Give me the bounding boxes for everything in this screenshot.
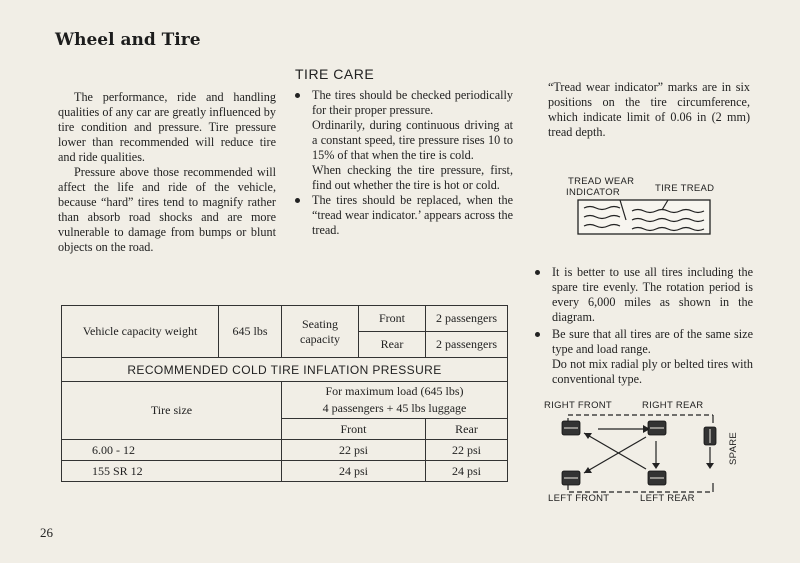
tread-label-1: TREAD WEAR: [568, 176, 635, 187]
tire-size-cell: 155 SR 12: [62, 461, 282, 482]
seating-label: Seating capacity: [282, 306, 359, 358]
tread-label-2: INDICATOR: [566, 187, 621, 198]
left-rear-label: LEFT REAR: [640, 493, 695, 504]
max-load-cell: [282, 382, 508, 419]
bullet-line: The tires should be replaced, when the “tread wear indicator.’ appears across the tread.: [312, 193, 513, 237]
col-front-header: Front: [282, 419, 426, 440]
bullet-line: It is better to use all tires including the spare tire evenly. The rotation period is every 6,000 miles as shown in the diagram.: [552, 265, 753, 324]
right-front-label: RIGHT FRONT: [544, 400, 613, 411]
left-front-label: LEFT FRONT: [548, 493, 610, 504]
rotation-bullet-2: [535, 327, 753, 387]
spare-label: SPARE: [728, 431, 739, 465]
rear-psi-cell: 22 psi: [426, 440, 508, 461]
vcw-value: 645 lbs: [219, 306, 282, 358]
tire-size-cell: 6.00 - 12: [62, 440, 282, 461]
tire-care-bullet-2: [295, 193, 513, 238]
bullet-icon: [295, 93, 300, 98]
table-row: [62, 461, 508, 482]
col-rear-header: Rear: [426, 419, 508, 440]
tire-tread-label: TIRE TREAD: [655, 183, 715, 194]
front-label: Front: [359, 306, 426, 332]
front-psi-cell: 24 psi: [282, 461, 426, 482]
vcw-label: Vehicle capacity weight: [62, 306, 219, 358]
bullet-line: Ordinarily, during continuous driving at a constant speed, tire pressure rises 10 to 15% of that when the tire is cold.: [312, 118, 513, 162]
front-psi-cell: 22 psi: [282, 440, 426, 461]
tire-size-label: Tire size: [62, 382, 282, 440]
front-passengers: 2 passengers: [426, 306, 508, 332]
right-rear-label: RIGHT REAR: [642, 400, 704, 411]
tread-wear-diagram: [560, 170, 740, 240]
tire-spec-table: [61, 305, 508, 482]
rotation-column: [535, 265, 753, 389]
bullet-line: Be sure that all tires are of the same size type and load range.: [552, 327, 753, 356]
rear-psi-cell: 24 psi: [426, 461, 508, 482]
bullet-line: When checking the tire pressure, first, find out whether the tire is hot or cold.: [312, 163, 513, 192]
max-load-line-2: 4 passengers + 45 lbs luggage: [322, 401, 467, 415]
bullet-icon: [535, 270, 540, 275]
rotation-bullet-1: [535, 265, 753, 325]
rear-passengers: 2 passengers: [426, 332, 508, 358]
intro-paragraph-1: The performance, ride and handling qualities of any car are greatly influenced by tire condition and pressure. Tire pressure lower than recommended will reduce tire and ride qualities.: [58, 90, 276, 164]
page-number: 26: [40, 525, 53, 540]
tread-indicator-text: “Tread wear indicator” marks are in six positions on the tire circumference, which indicate limit of 0.06 in (2 mm) tread depth.: [548, 80, 750, 139]
page-title: Wheel and Tire: [55, 30, 201, 50]
tire-care-bullet-1: [295, 88, 513, 193]
tire-icons: [562, 421, 716, 485]
intro-paragraph-2: Pressure above those recommended will affect the life and ride of the vehicle, because “hard” tires tend to magnify rather than absorb road shocks and are more vulnerable to damage from bumps or blunt objects on the road.: [58, 165, 276, 254]
tire-care-column: [295, 88, 513, 238]
rear-label: Rear: [359, 332, 426, 358]
tire-rotation-diagram: [538, 393, 748, 508]
tire-care-title: TIRE CARE: [295, 66, 375, 82]
rotation-paths: [568, 415, 713, 492]
bullet-icon: [535, 332, 540, 337]
bullet-line: Do not mix radial ply or belted tires with conventional type.: [552, 357, 753, 386]
inflation-heading: RECOMMENDED COLD TIRE INFLATION PRESSURE: [62, 358, 508, 382]
bullet-line: The tires should be checked periodically for their proper pressure.: [312, 88, 513, 117]
max-load-line-1: For maximum load (645 lbs): [325, 384, 464, 398]
table-row: [62, 440, 508, 461]
intro-column: [58, 90, 276, 255]
bullet-icon: [295, 198, 300, 203]
